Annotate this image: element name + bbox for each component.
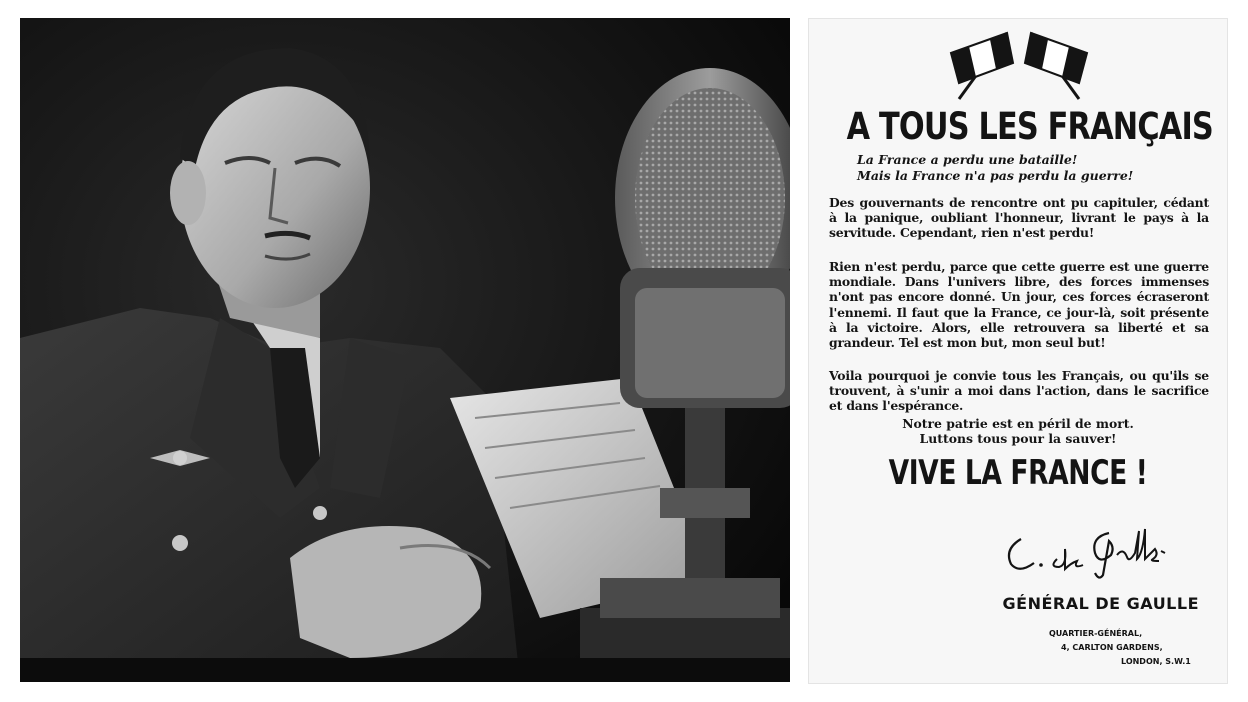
poster-closing <box>809 416 1227 446</box>
poster-subheading <box>857 152 1133 184</box>
address-line: 4, CARLTON GARDENS, <box>1061 643 1163 652</box>
poster-slogan: VIVE LA FRANCE ! <box>888 453 1148 493</box>
headquarters-address <box>1049 627 1199 669</box>
crossed-flags-icon <box>949 31 1089 101</box>
address-line: QUARTIER-GÉNÉRAL, <box>1049 629 1143 638</box>
historical-photograph <box>20 18 790 682</box>
poster-paragraph-3: Voila pourquoi je convie tous les Français, ou qu'ils se trouvent, à s'unir a moi dans l'action, dans le sacrifice et dans l'espérance. <box>829 368 1209 414</box>
closing-line: Notre patrie est en péril de mort. <box>902 416 1134 431</box>
poster-headline: A TOUS LES FRANÇAIS <box>846 105 1213 148</box>
photo-illustration <box>20 18 790 682</box>
poster-paragraph-2: Rien n'est perdu, parce que cette guerre est une guerre mondiale. Dans l'univers libre, des forces immenses n'ont pas encore donné. Un jour, ces forces écraseront l'ennemi. Il faut que la France, ce jour-là, soit présente à la victoire. Alors, elle retrouvera sa liberté et sa grandeur. Tel est mon but, mon seul but! <box>829 259 1209 351</box>
poster-paragraph-1: Des gouvernants de rencontre ont pu capituler, cédant à la panique, oubliant l'honneur, livrant le pays à la servitude. Cependant, rien n'est perdu! <box>829 195 1209 241</box>
address-line: LONDON, S.W.1 <box>1121 657 1191 666</box>
subheading-line: Mais la France n'a pas perdu la guerre! <box>857 168 1134 183</box>
signature <box>999 519 1189 579</box>
closing-line: Luttons tous pour la sauver! <box>919 431 1117 447</box>
appeal-poster <box>808 18 1228 684</box>
signatory-name: GÉNÉRAL DE GAULLE <box>1002 594 1199 613</box>
subheading-line: La France a perdu une bataille! <box>857 152 1078 167</box>
